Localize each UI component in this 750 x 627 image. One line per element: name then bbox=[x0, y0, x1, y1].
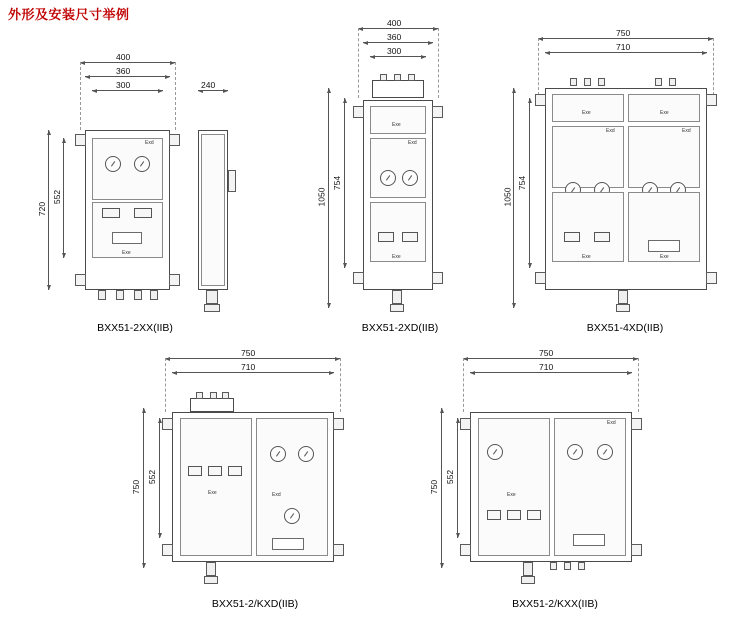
dim-label-240: 240 bbox=[201, 80, 216, 90]
mounting-lug bbox=[162, 544, 173, 556]
bottom-gland-tip bbox=[204, 576, 218, 584]
mounting-lug bbox=[75, 274, 86, 286]
dim-label-754: 754 bbox=[517, 175, 528, 191]
rotary-knob bbox=[567, 444, 583, 460]
panel-left-top bbox=[552, 94, 624, 122]
mounting-lug bbox=[631, 544, 642, 556]
top-junction-box bbox=[372, 80, 424, 98]
dim-line-754 bbox=[529, 98, 530, 268]
cable-gland bbox=[98, 290, 106, 300]
cable-gland bbox=[584, 78, 591, 86]
label-exd: Exd bbox=[606, 128, 615, 134]
terminal-block bbox=[527, 510, 541, 520]
mounting-lug bbox=[535, 272, 546, 284]
dim-label-720: 720 bbox=[37, 201, 48, 217]
nameplate bbox=[112, 232, 142, 244]
side-gland-tip bbox=[204, 304, 220, 312]
dim-line-750 bbox=[165, 358, 340, 359]
ext-line bbox=[463, 358, 464, 412]
panel-left bbox=[478, 418, 550, 556]
dim-label-750-v: 750 bbox=[131, 479, 142, 495]
ext-line bbox=[165, 358, 166, 412]
dim-label-1050: 1050 bbox=[502, 187, 513, 207]
figure-bxx51-2xx bbox=[30, 40, 260, 334]
terminal-block bbox=[402, 232, 418, 242]
dim-line-552 bbox=[159, 418, 160, 538]
mounting-lug bbox=[535, 94, 546, 106]
dim-line-360 bbox=[85, 76, 170, 77]
label-exd: Exd bbox=[272, 492, 281, 498]
mounting-lug bbox=[432, 106, 443, 118]
mounting-lug bbox=[169, 274, 180, 286]
terminal-block bbox=[378, 232, 394, 242]
dim-line-300 bbox=[92, 90, 163, 91]
dim-label-360: 360 bbox=[387, 32, 402, 42]
dim-label-750: 750 bbox=[539, 348, 554, 358]
terminal-block bbox=[564, 232, 580, 242]
label-exe: Exe bbox=[208, 490, 217, 496]
cable-gland bbox=[222, 392, 229, 399]
dim-line-710 bbox=[545, 52, 707, 53]
dim-line-400 bbox=[358, 28, 438, 29]
mounting-lug bbox=[169, 134, 180, 146]
side-gland bbox=[206, 290, 218, 304]
figure-caption: BXX51-4XD(IIB) bbox=[586, 322, 664, 334]
dim-line-400 bbox=[80, 62, 175, 63]
dim-label-552: 552 bbox=[52, 189, 63, 205]
page-title: 外形及安装尺寸举例 bbox=[8, 7, 130, 22]
figure-bxx51-4xd bbox=[502, 10, 740, 340]
bottom-gland-tip bbox=[390, 304, 404, 312]
mounting-lug bbox=[353, 106, 364, 118]
rotary-knob bbox=[105, 156, 121, 172]
dim-line-710 bbox=[172, 372, 334, 373]
dim-label-750: 750 bbox=[616, 28, 631, 38]
figure-bxx51-2-kxd bbox=[131, 340, 390, 620]
mounting-lug bbox=[706, 94, 717, 106]
cable-gland bbox=[578, 562, 585, 570]
dim-label-300: 300 bbox=[387, 46, 402, 56]
dim-label-300: 300 bbox=[116, 80, 131, 90]
cable-gland bbox=[655, 78, 662, 86]
panel-middle bbox=[370, 138, 426, 198]
label-exd: Exd bbox=[682, 128, 691, 134]
dim-line-1050 bbox=[328, 88, 329, 308]
dim-label-400: 400 bbox=[387, 18, 402, 28]
dim-line-750-v bbox=[441, 408, 442, 568]
dim-label-750: 750 bbox=[241, 348, 256, 358]
dim-line-360 bbox=[363, 42, 433, 43]
rotary-knob bbox=[487, 444, 503, 460]
dim-line-300 bbox=[370, 56, 426, 57]
bottom-gland bbox=[392, 290, 402, 304]
dim-label-552: 552 bbox=[445, 469, 456, 485]
bottom-gland-tip bbox=[521, 576, 535, 584]
bottom-gland bbox=[618, 290, 628, 304]
terminal-block bbox=[208, 466, 222, 476]
rotary-knob bbox=[298, 446, 314, 462]
top-junction-box bbox=[190, 398, 234, 412]
label-exe: Exe bbox=[507, 492, 516, 498]
terminal-block bbox=[134, 208, 152, 218]
dim-label-710: 710 bbox=[241, 362, 256, 372]
rotary-knob bbox=[134, 156, 150, 172]
cable-gland bbox=[116, 290, 124, 300]
label-exe: Exe bbox=[392, 254, 401, 260]
terminal-block bbox=[228, 466, 242, 476]
label-exe: Exe bbox=[582, 110, 591, 116]
dim-label-710: 710 bbox=[616, 42, 631, 52]
terminal-block bbox=[102, 208, 120, 218]
dim-line-754 bbox=[344, 98, 345, 268]
cable-gland bbox=[380, 74, 387, 81]
panel-right-mid bbox=[628, 126, 700, 188]
label-exe: Exe bbox=[660, 254, 669, 260]
mounting-lug bbox=[432, 272, 443, 284]
dim-line-720 bbox=[48, 130, 49, 290]
terminal-block bbox=[507, 510, 521, 520]
panel-right-top bbox=[628, 94, 700, 122]
cable-gland bbox=[210, 392, 217, 399]
dim-line-710 bbox=[470, 372, 632, 373]
side-boss bbox=[228, 170, 236, 192]
rotary-knob bbox=[380, 170, 396, 186]
bottom-gland-tip bbox=[616, 304, 630, 312]
dim-line-552 bbox=[63, 138, 64, 258]
mounting-lug bbox=[162, 418, 173, 430]
mounting-lug bbox=[333, 418, 344, 430]
panel-left-bot bbox=[552, 192, 624, 262]
ext-line bbox=[638, 358, 639, 412]
cable-gland bbox=[408, 74, 415, 81]
nameplate bbox=[648, 240, 680, 252]
mounting-lug bbox=[75, 134, 86, 146]
mounting-lug bbox=[706, 272, 717, 284]
mounting-lug bbox=[353, 272, 364, 284]
dim-label-750-v: 750 bbox=[429, 479, 440, 495]
panel-left bbox=[180, 418, 252, 556]
label-exd: Exd bbox=[408, 140, 417, 146]
figure-caption: BXX51-2/KXD(IIB) bbox=[211, 598, 299, 610]
figure-caption: BXX51-2XD(IIB) bbox=[361, 322, 439, 334]
figure-bxx51-2xd bbox=[316, 10, 470, 340]
ext-line bbox=[358, 28, 359, 98]
ext-line bbox=[538, 38, 539, 100]
bottom-gland bbox=[523, 562, 533, 576]
label-exe: Exe bbox=[660, 110, 669, 116]
cable-gland bbox=[150, 290, 158, 300]
nameplate bbox=[272, 538, 304, 550]
label-exe: Exe bbox=[122, 250, 131, 256]
mounting-lug bbox=[333, 544, 344, 556]
side-panel bbox=[201, 134, 225, 286]
label-exd: Exd bbox=[145, 140, 154, 146]
panel-top bbox=[370, 106, 426, 134]
dim-label-754: 754 bbox=[332, 175, 343, 191]
cable-gland bbox=[394, 74, 401, 81]
panel-upper bbox=[92, 138, 163, 200]
dim-line-240 bbox=[198, 90, 228, 91]
dim-line-750-v bbox=[143, 408, 144, 568]
cable-gland bbox=[134, 290, 142, 300]
mounting-lug bbox=[460, 418, 471, 430]
rotary-knob bbox=[270, 446, 286, 462]
panel-right bbox=[256, 418, 328, 556]
ext-line bbox=[340, 358, 341, 412]
cable-gland bbox=[564, 562, 571, 570]
cable-gland bbox=[598, 78, 605, 86]
cable-gland bbox=[196, 392, 203, 399]
rotary-knob bbox=[402, 170, 418, 186]
ext-line bbox=[80, 62, 81, 130]
dim-label-360: 360 bbox=[116, 66, 131, 76]
figure-bxx51-2-kxx bbox=[425, 340, 675, 620]
rotary-knob bbox=[597, 444, 613, 460]
mounting-lug bbox=[631, 418, 642, 430]
dim-line-552 bbox=[457, 418, 458, 538]
figure-caption: BXX51-2/KXX(IIB) bbox=[512, 598, 598, 610]
bottom-gland bbox=[206, 562, 216, 576]
dim-label-552: 552 bbox=[147, 469, 158, 485]
label-exd: Exd bbox=[607, 420, 616, 426]
ext-line bbox=[175, 62, 176, 130]
cable-gland bbox=[550, 562, 557, 570]
cable-gland bbox=[669, 78, 676, 86]
cable-gland bbox=[570, 78, 577, 86]
ext-line bbox=[713, 38, 714, 100]
dim-label-1050: 1050 bbox=[316, 187, 327, 207]
dim-label-710: 710 bbox=[539, 362, 554, 372]
dim-line-1050 bbox=[513, 88, 514, 308]
ext-line bbox=[438, 28, 439, 98]
label-exe: Exe bbox=[392, 122, 401, 128]
terminal-block bbox=[188, 466, 202, 476]
nameplate bbox=[573, 534, 605, 546]
dim-line-750 bbox=[538, 38, 713, 39]
dim-label-400: 400 bbox=[116, 52, 131, 62]
terminal-block bbox=[594, 232, 610, 242]
label-exe: Exe bbox=[582, 254, 591, 260]
rotary-knob bbox=[284, 508, 300, 524]
dim-line-750 bbox=[463, 358, 638, 359]
mounting-lug bbox=[460, 544, 471, 556]
panel-left-mid bbox=[552, 126, 624, 188]
figure-caption: BXX51-2XX(IIB) bbox=[97, 322, 173, 334]
terminal-block bbox=[487, 510, 501, 520]
